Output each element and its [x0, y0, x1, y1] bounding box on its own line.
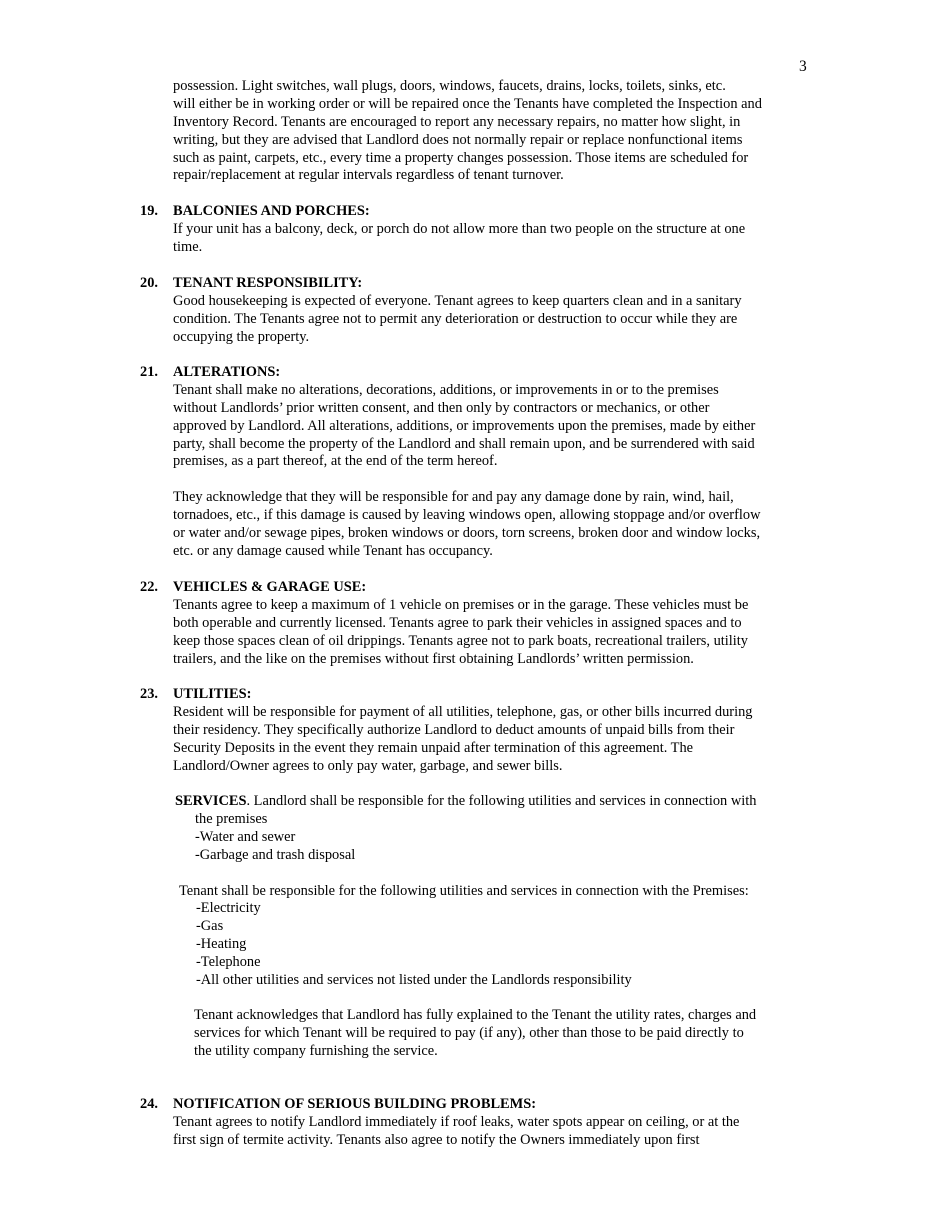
list-item: -Gas — [196, 917, 224, 934]
section-19 — [173, 203, 823, 257]
text-line: etc. or any damage caused while Tenant has occupancy. — [173, 542, 493, 559]
text-line: Resident will be responsible for payment of all utilities, telephone, gas, or other bills incurred during — [173, 703, 753, 720]
text-line: approved by Landlord. All alterations, additions, or improvements upon the premises, made by either — [173, 417, 756, 434]
text-line: without Landlords’ prior written consent, and then only by contractors or mechanics, or other — [173, 399, 710, 416]
list-item: -Telephone — [196, 953, 261, 970]
text-line: or water and/or sewage pipes, broken windows or doors, torn screens, broken door and window locks, — [173, 524, 761, 541]
services-list — [195, 811, 845, 865]
list-item: -Electricity — [196, 900, 261, 916]
list-item: -Heating — [196, 935, 247, 952]
section-21-heading: ALTERATIONS: — [173, 364, 281, 380]
text-line: trailers, and the like on the premises without first obtaining Landlords’ written permission. — [173, 650, 694, 667]
text-line: services for which Tenant will be required to pay (if any), other than those to be paid directly to — [194, 1024, 744, 1041]
text-line: Good housekeeping is expected of everyone. Tenant agrees to keep quarters clean and in a sanitary — [173, 292, 742, 309]
text-line: writing, but they are advised that Landlord does not normally repair or replace nonfunctional items — [173, 131, 743, 148]
section-24 — [173, 1096, 823, 1150]
section-22-heading: VEHICLES & GARAGE USE: — [173, 579, 367, 595]
list-item: -All other utilities and services not listed under the Landlords responsibility — [196, 971, 632, 988]
section-21-number: 21. — [140, 364, 158, 380]
text-line: premises, as a part thereof, at the end of the term hereof. — [173, 453, 498, 470]
section-24-number: 24. — [140, 1096, 158, 1112]
text-line: If your unit has a balcony, deck, or porch do not allow more than two people on the structure at one — [173, 220, 746, 237]
section-20-heading: TENANT RESPONSIBILITY: — [173, 275, 363, 291]
section-23-heading: UTILITIES: — [173, 686, 252, 702]
text-line: the utility company furnishing the service. — [194, 1042, 438, 1059]
services-first-line — [175, 793, 825, 811]
text-line: time. — [173, 238, 203, 255]
services-paragraph — [175, 793, 825, 811]
text-line: Landlord/Owner agrees to only pay water, garbage, and sewer bills. — [173, 757, 563, 774]
section-22 — [173, 579, 823, 668]
section-23-number: 23. — [140, 686, 158, 702]
section-19-heading: BALCONIES AND PORCHES: — [173, 203, 370, 219]
text-line: keep those spaces clean of oil drippings. Tenants agree not to park boats, recreational trailers, utility — [173, 632, 748, 649]
list-item: -Water and sewer — [195, 828, 296, 845]
text-line: Inventory Record. Tenants are encouraged to report any necessary repairs, no matter how slight, in — [173, 113, 741, 130]
section-20-number: 20. — [140, 275, 158, 291]
text-line: Tenant shall make no alterations, decorations, additions, or improvements in or to the premises — [173, 381, 719, 398]
utility-acknowledgement — [194, 1007, 844, 1061]
tenant-services-list — [196, 900, 846, 989]
page-number: 3 — [799, 58, 807, 75]
section-21-paragraph-2 — [173, 489, 823, 561]
text-line: repair/replacement at regular intervals regardless of tenant turnover. — [173, 167, 564, 184]
section-22-number: 22. — [140, 579, 158, 595]
text-line: tornadoes, etc., if this damage is caused by leaving windows open, allowing stoppage and/or overflow — [173, 506, 761, 523]
text-line: first sign of termite activity. Tenants also agree to notify the Owners immediately upon first — [173, 1131, 700, 1148]
text-line: will either be in working order or will be repaired once the Tenants have completed the Inspection and — [173, 95, 762, 112]
text-line: occupying the property. — [173, 328, 310, 345]
text-line: condition. The Tenants agree not to permit any deterioration or destruction to occur while they are — [173, 310, 738, 327]
text-line: possession. Light switches, wall plugs, doors, windows, faucets, drains, locks, toilets, sinks, etc. — [173, 78, 726, 94]
text-line: Tenant acknowledges that Landlord has fully explained to the Tenant the utility rates, charges and — [194, 1007, 757, 1023]
services-text: . Landlord shall be responsible for the following utilities and services in connection with — [246, 793, 757, 809]
text-line: They acknowledge that they will be responsible for and pay any damage done by rain, wind, hail, — [173, 489, 734, 505]
list-item: -Garbage and trash disposal — [195, 846, 356, 863]
text-line: such as paint, carpets, etc., every time a property changes possession. Those items are scheduled for — [173, 149, 749, 166]
text-line: both operable and currently licensed. Tenants agree to park their vehicles in assigned spaces and to — [173, 614, 742, 631]
text-line: their residency. They specifically authorize Landlord to deduct amounts of unpaid bills from their — [173, 721, 735, 738]
text-line: party, shall become the property of the Landlord and shall remain upon, and be surrendered with said — [173, 435, 755, 452]
section-20 — [173, 275, 823, 347]
text-line: Tenant agrees to notify Landlord immediately if roof leaks, water spots appear on ceiling, or at the — [173, 1113, 740, 1130]
section-19-number: 19. — [140, 203, 158, 219]
text-line: Tenant shall be responsible for the following utilities and services in connection with the Premises: — [179, 883, 749, 899]
intro-paragraph — [173, 78, 823, 185]
section-24-heading: NOTIFICATION OF SERIOUS BUILDING PROBLEMS: — [173, 1096, 537, 1112]
section-23 — [173, 686, 823, 775]
section-21 — [173, 364, 823, 471]
text-line: Tenants agree to keep a maximum of 1 vehicle on premises or in the garage. These vehicles must be — [173, 596, 749, 613]
services-continuation: the premises — [195, 811, 268, 827]
services-label: SERVICES — [175, 793, 247, 809]
tenant-services-intro — [179, 883, 829, 901]
text-line: Security Deposits in the event they remain unpaid after termination of this agreement. The — [173, 739, 694, 756]
